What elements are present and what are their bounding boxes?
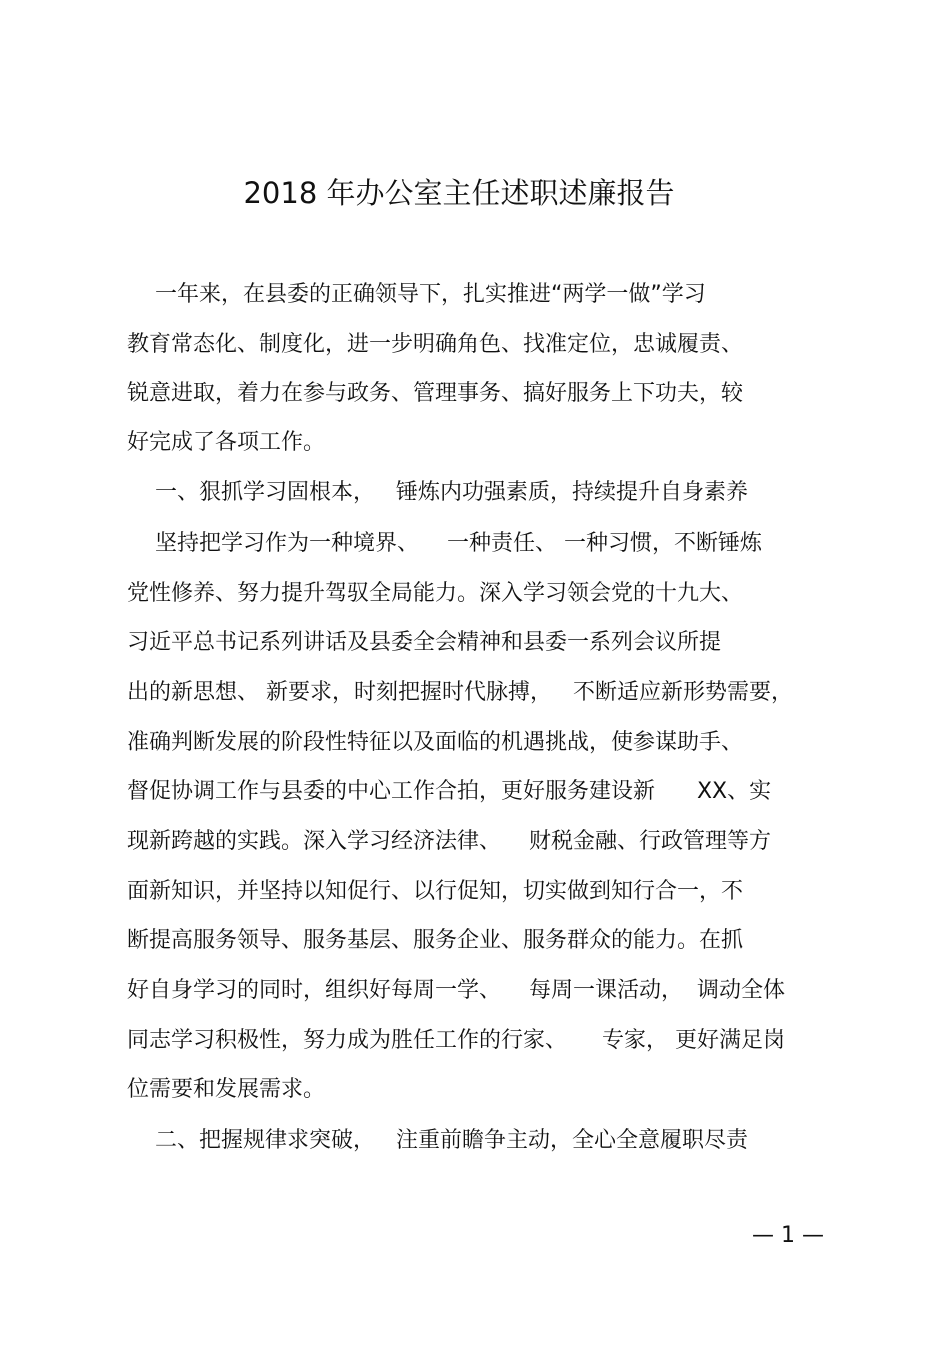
body-line: 出的新思想、 新要求，时刻把握时代脉搏， 不断适应新形势需要， [127, 680, 793, 705]
body-line: 面新知识，并坚持以知促行、以行促知，切实做到知行合一，不 [127, 879, 744, 904]
body-line: 断提高服务领导、服务基层、服务企业、服务群众的能力。在抓 [127, 928, 744, 953]
body-line: 党性修养、努力提升驾驭全局能力。深入学习领会党的十九大、 [127, 581, 744, 606]
body-line: 同志学习积极性，努力成为胜任工作的行家、 专家， 更好满足岗 [127, 1028, 785, 1053]
body-line: 现新跨越的实践。深入学习经济法律、 财税金融、行政管理等方 [127, 829, 771, 854]
body-line: 位需要和发展需求。 [127, 1077, 326, 1102]
body-line: 好自身学习的同时，组织好每周一学、 每周一课活动， 调动全体 [127, 978, 785, 1003]
section-heading: 一、狠抓学习固根本， 锤炼内功强素质，持续提升自身素养 [127, 480, 748, 505]
document-title: 2018 年办公室主任述职述廉报告 [243, 176, 675, 210]
body-line: 好完成了各项工作。 [127, 430, 326, 455]
section-heading: 二、把握规律求突破， 注重前瞻争主动，全心全意履职尽责 [127, 1128, 748, 1153]
body-line: 坚持把学习作为一种境界、 一种责任、 一种习惯，不断锤炼 [127, 531, 762, 556]
body-line: 准确判断发展的阶段性特征以及面临的机遇挑战，使参谋助手、 [127, 730, 744, 755]
body-line: 一年来，在县委的正确领导下，扎实推进“两学一做”学习 [127, 282, 706, 307]
body-line: 习近平总书记系列讲话及县委全会精神和县委一系列会议所提 [127, 630, 722, 655]
body-line: 锐意进取，着力在参与政务、管理事务、搞好服务上下功夫，较 [127, 381, 744, 406]
page-number: — 1 — [752, 1223, 824, 1248]
body-line: 督促协调工作与县委的中心工作合拍，更好服务建设新 XX、实 [127, 779, 772, 804]
body-line: 教育常态化、制度化，进一步明确角色、找准定位，忠诚履责、 [127, 332, 744, 357]
